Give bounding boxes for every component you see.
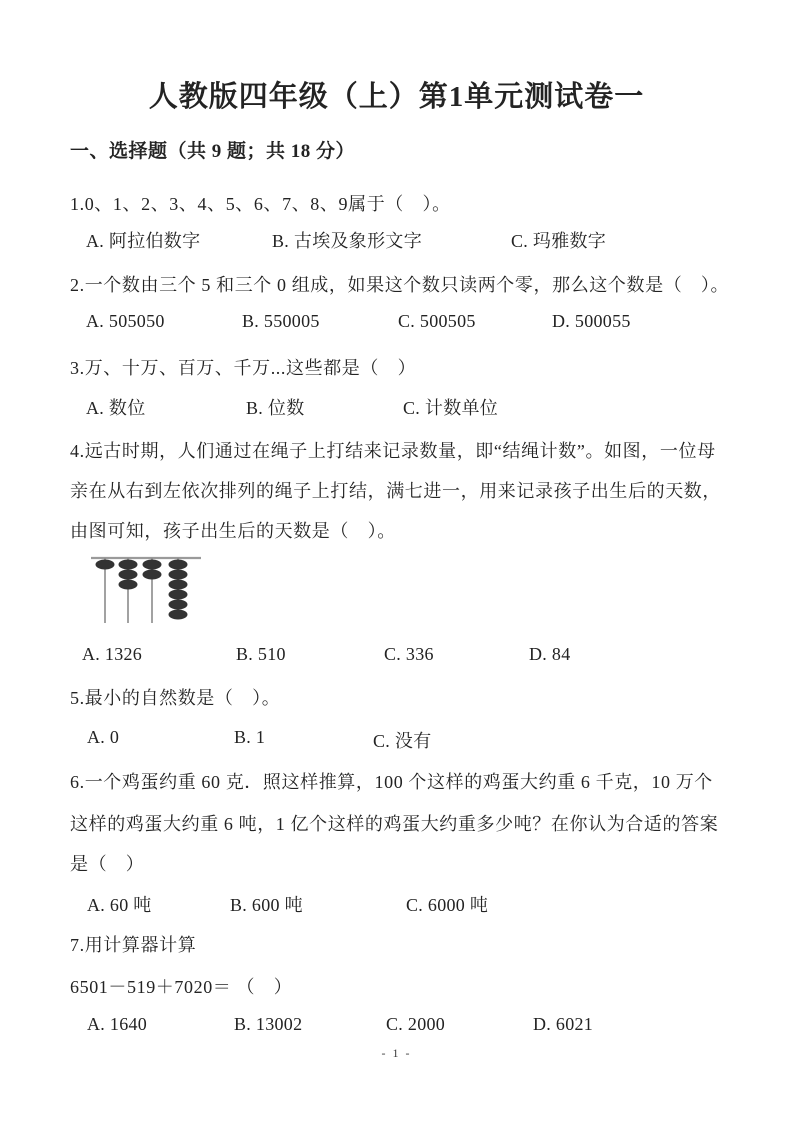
option-item: A. 阿拉伯数字 [86, 231, 201, 251]
option-item: B. 600 吨 [230, 895, 303, 915]
option-item: A. 0 [87, 727, 120, 747]
option-item: B. 位数 [246, 398, 305, 418]
question-7-options [0, 1014, 793, 1040]
question-7-text: 7.用计算器计算 [70, 935, 197, 955]
question-4-text: 亲在从右到左依次排列的绳子上打结，满七进一，用来记录孩子出生后的天数， [70, 481, 721, 501]
question-1-options [0, 227, 793, 253]
question-4-text: 由图可知，孩子出生后的天数是（ ）。 [70, 521, 396, 541]
question-6-text: 6.一个鸡蛋约重 60 克．照这样推算，100 个这样的鸡蛋大约重 6 千克，10 万个 [70, 772, 713, 792]
question-1-text: 1.0、1、2、3、4、5、6、7、8、9属于（ ）。 [70, 194, 451, 214]
option-item: A. 60 吨 [87, 895, 152, 915]
option-item: C. 玛雅数字 [511, 231, 607, 251]
option-item: D. 6021 [533, 1014, 594, 1034]
option-item: D. 84 [529, 644, 571, 664]
page-number: - 1 - [381, 1046, 412, 1060]
question-6-text: 这样的鸡蛋大约重 6 吨，1 亿个这样的鸡蛋大约重多少吨？在你认为合适的答案 [70, 814, 719, 834]
option-item: C. 6000 吨 [406, 895, 489, 915]
option-item: C. 2000 [386, 1014, 446, 1034]
question-5-options [0, 727, 793, 753]
option-item: A. 1326 [82, 644, 143, 664]
question-7-equation: 6501－519＋7020＝ （ ） [70, 977, 293, 997]
section-heading: 一、选择题（共 9 题；共 18 分） [70, 141, 356, 162]
question-3-text: 3.万、十万、百万、千万...这些都是（ ） [70, 358, 417, 378]
option-item: A. 505050 [86, 311, 165, 331]
option-item: B. 1 [234, 727, 266, 747]
option-item: C. 没有 [373, 731, 432, 751]
option-item: C. 336 [384, 644, 434, 664]
question-4-options [0, 644, 793, 670]
option-item: C. 500505 [398, 311, 476, 331]
option-item: C. 计数单位 [403, 398, 499, 418]
option-item: A. 1640 [87, 1014, 148, 1034]
question-6-text: 是（ ） [70, 854, 145, 874]
option-item: B. 550005 [242, 311, 320, 331]
option-item: D. 500055 [552, 311, 631, 331]
option-item: B. 13002 [234, 1014, 303, 1034]
question-2-options [0, 311, 793, 337]
option-item: B. 古埃及象形文字 [272, 231, 423, 251]
question-2-text: 2.一个数由三个 5 和三个 0 组成，如果这个数只读两个零，那么这个数是（ ）。 [70, 275, 730, 295]
option-item: A. 数位 [86, 398, 146, 418]
option-item: B. 510 [236, 644, 286, 664]
question-3-options [0, 394, 793, 420]
question-6-options [0, 891, 793, 917]
question-4-text: 4.远古时期，人们通过在绳子上打结来记录数量，即“结绳计数”。如图，一位母 [70, 441, 716, 461]
page-title: 人教版四年级（上）第1单元测试卷一 [148, 81, 645, 113]
question-5-text: 5.最小的自然数是（ ）。 [70, 688, 281, 708]
knot-counting-figure [88, 552, 208, 630]
